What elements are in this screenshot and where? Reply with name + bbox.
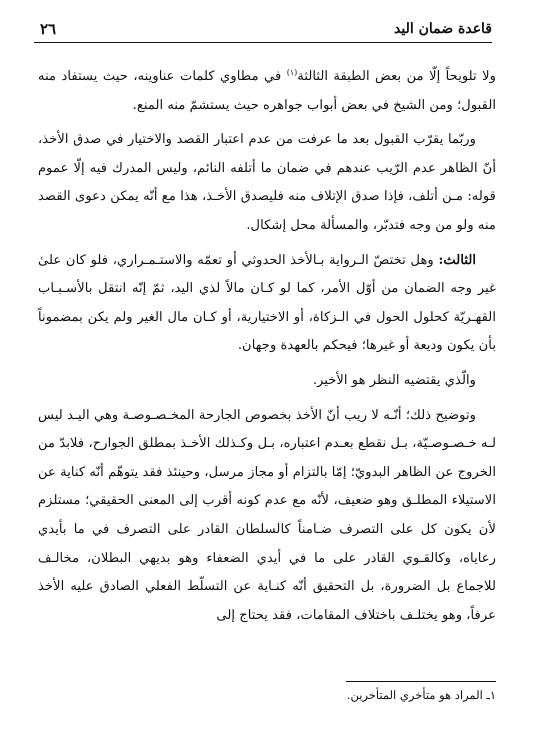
paragraph-1-before: ولا تلويحاً إلّا من بعض الطبقة الثالثة — [297, 69, 496, 84]
paragraph-4: والّذي يقتضيه النظر هو الأخير. — [312, 372, 476, 388]
footnote-divider — [346, 681, 496, 682]
page-number: ٢٦ — [40, 20, 57, 38]
main-text — [38, 59, 496, 630]
running-title: قاعدة ضمان اليد — [394, 21, 492, 37]
footnote: ١ـ المراد هو متأخري المتأخرين. — [346, 688, 496, 702]
paragraph-3 — [38, 247, 496, 361]
paragraph-3-text: وهل تختصّ الـرواية بـالأخذ الحدوثي أو تعمّه والاستـمـراري، فلو كان علىٰ غير وجه الضمان من أوّل الأمر، كما لو كـان مالاً لذي اليد، ثمّ إنّه انتقل بالأسـبـاب القهـريّة كحلول الحول في الـزكاة، أو الاختيارية، أو كـان مال الغير ولم يكن بمضموناً بأن يكون وديعة أو غيرها؛ فيحكم بالعهدة وجهان. — [38, 252, 496, 354]
footnote-reference[interactable]: (١) — [286, 68, 298, 77]
running-header — [34, 20, 492, 43]
section-label-third: الثالث: — [438, 252, 476, 268]
paragraph-2: وربّما يقرّب القبول بعد ما عرفت من عدم اعتبار القصد والاختيار في صدق الأخذ، أنّ الظاهر عدم الرّيب عندهم في ضمان ما أتلفه النائم، وليس المدرك فيه إلّا عموم قوله: مـن أتلف، فإذا صدق الإتلاف منه فليصدق الأخـذ، هذا مع أنّه يمكن دعوى القصد منه ولو من وجه فتدبّر، والمسألة محل إشكال. — [38, 132, 496, 233]
paragraph-1 — [38, 59, 496, 120]
paragraph-1-after: في مطاوي كلمات عناوينه، حيث يستفاد منه القبول؛ ومن الشيخ في بعض أبواب جواهره حيث يستشمّ منه المنع. — [38, 69, 496, 113]
paragraph-5: وتوضيح ذلك؛ أنّـه لا ريب أنّ الأخذ بخصوص الجارحة المخـصـوصـة وهي اليـد ليس لـه خـصـوصـيّة، بـل نقطع بعـدم اعتباره، بـل وكـذلك الأخـذ بمطلق الجوارح، فلابدّ من الخروج عن الظاهر البدويّ؛ إمّا بالتزام أو مجاز مرسل، وحينئذ فقد يتوهّم أنّه كناية عن الاستيلاء المطلـق وهو ضعيف، لأنّه مع عدم كونه أقرب إلى المعنى الحقيقي؛ مستلزم لأن يكون كل على التصرف ضـامناً كالسلطان القادر على التصرف في ما بأيدي رعاياه، وكالقـوي القادر على ما في أيدي الضعفاء وهو بديهي البطلان، مخالـف للاجماع بل الضرورة، بل التحقيق أنّه كنـاية عن التسلّط الفعلي الصادق عليه الأخذ عرفاً، وهو يختلـف باختلاف المقامات، فقد يحتاج إلى — [38, 407, 496, 623]
